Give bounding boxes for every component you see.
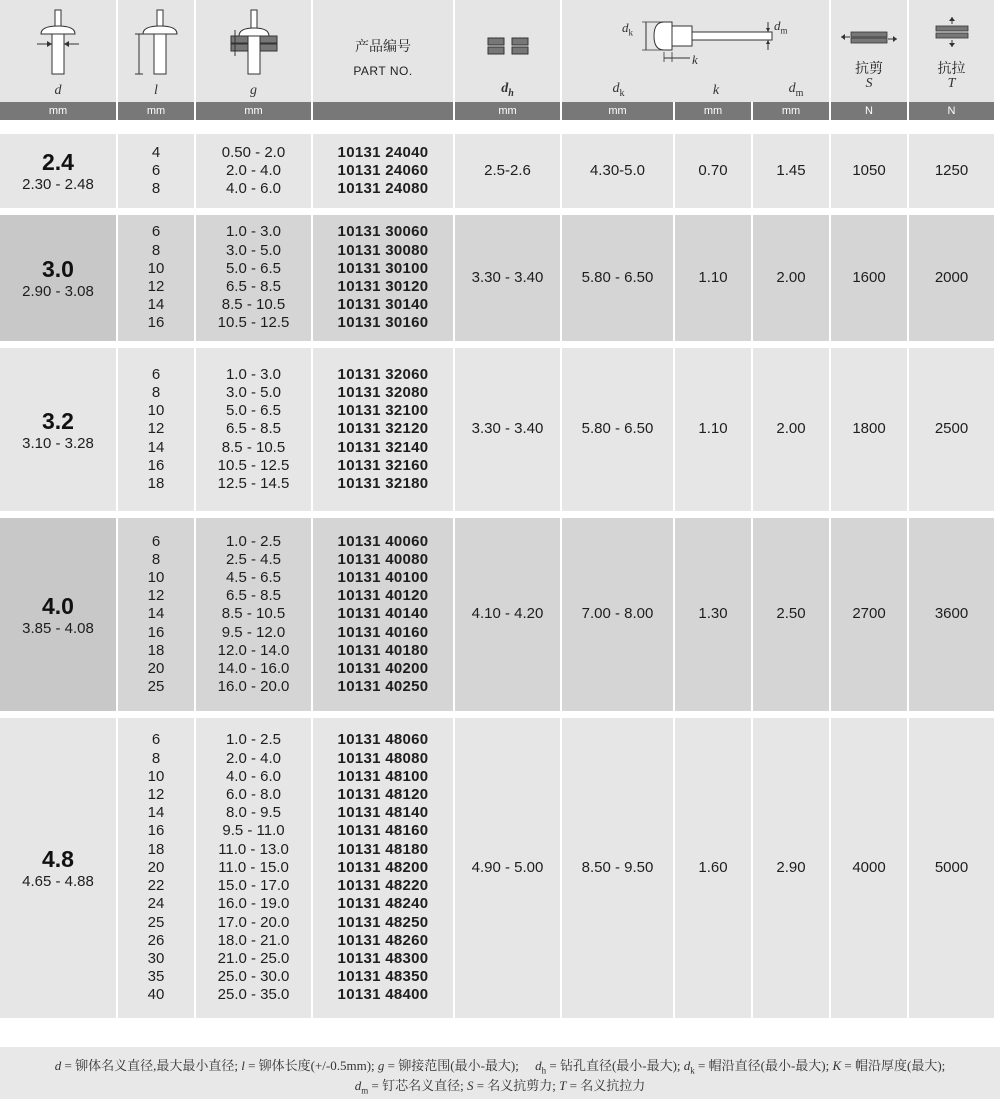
shear-value-cell — [831, 348, 909, 511]
tensile-value: 2000 — [934, 268, 969, 286]
k-value-cell — [675, 348, 753, 511]
grip-value: 1.0 - 3.0 — [225, 365, 282, 383]
d-nominal: 3.0 — [42, 256, 74, 282]
length-value: 8 — [151, 749, 161, 767]
dm-value-cell — [753, 215, 831, 341]
shear-value: 1800 — [852, 420, 886, 438]
length-value: 12 — [147, 786, 165, 804]
legend-symbol: d — [354, 1078, 362, 1093]
legend-symbol: S — [466, 1078, 474, 1093]
legend-text: = 帽沿厚度(最大); — [841, 1058, 946, 1073]
dm-value-cell — [753, 718, 831, 1018]
length-value: 22 — [147, 877, 165, 895]
length-value: 10 — [147, 568, 165, 586]
header-tensile — [909, 0, 994, 102]
rivet-diameter-cell — [0, 348, 118, 511]
grips-cell — [196, 718, 313, 1018]
header-g — [196, 0, 313, 102]
grip-value: 2.5 - 4.5 — [225, 550, 282, 568]
legend-symbol-sub: h — [541, 1065, 547, 1076]
length-value: 18 — [147, 475, 165, 492]
shear-value-cell — [831, 134, 909, 208]
unit-cell: mm — [675, 102, 753, 120]
rivet-diameter-cell — [0, 215, 118, 341]
group-gap-cell — [0, 341, 994, 348]
grip-value: 0.50 - 2.0 — [221, 143, 286, 161]
length-value: 16 — [147, 822, 165, 840]
unit-cell: mm — [753, 102, 831, 120]
legend-line-1 — [0, 1055, 1000, 1076]
part-number: 10131 32140 — [337, 438, 429, 456]
unit-cell: mm — [455, 102, 562, 120]
part-number: 10131 48240 — [337, 895, 429, 913]
unit-cell: mm — [0, 102, 118, 120]
part-number: 10131 48220 — [337, 877, 429, 895]
header-tensile-cn: 抗拉 — [937, 60, 966, 76]
length-value: 8 — [151, 550, 161, 568]
shear-value-cell — [831, 518, 909, 711]
length-value: 16 — [147, 456, 165, 474]
grip-value: 12.0 - 14.0 — [217, 641, 290, 659]
k-value: 0.70 — [698, 161, 728, 179]
shear-value: 1600 — [852, 268, 886, 286]
part-number: 10131 48260 — [337, 931, 429, 949]
legend-line-2 — [0, 1075, 1000, 1096]
tensile-value-cell — [909, 718, 994, 1018]
length-value: 25 — [147, 913, 165, 931]
lengths-cell — [118, 718, 196, 1018]
header-d — [0, 0, 118, 102]
k-value: 1.60 — [698, 858, 728, 876]
unit-cell: mm — [118, 102, 196, 120]
length-value: 20 — [147, 660, 165, 677]
header-g-symbol: g — [250, 83, 257, 98]
group-gap — [0, 208, 994, 215]
shear-value: 4000 — [852, 858, 886, 876]
part-number: 10131 40120 — [337, 587, 429, 605]
grip-value: 12.5 - 14.5 — [217, 475, 290, 492]
dm-value: 1.45 — [776, 161, 806, 179]
length-value: 18 — [147, 641, 165, 659]
k-value-cell — [675, 134, 753, 208]
legend-footer — [0, 1047, 1000, 1099]
part-no-en-label: PART NO. — [353, 64, 413, 78]
legend-text: = 名义抗剪力; — [473, 1078, 560, 1093]
part-number: 10131 48200 — [337, 858, 429, 876]
group-gap — [0, 120, 994, 134]
header-tensile-symbol: T — [947, 76, 956, 91]
dk-value: 5.80 - 6.50 — [581, 420, 654, 438]
part-number: 10131 48080 — [337, 749, 429, 767]
grip-value: 11.0 - 15.0 — [218, 858, 289, 876]
part-number: 10131 32080 — [337, 383, 429, 401]
d-range: 2.30 - 2.48 — [22, 176, 94, 193]
length-value: 12 — [147, 278, 165, 295]
dk-value-cell — [562, 348, 675, 511]
parts-cell — [313, 134, 455, 208]
header-shear — [831, 0, 909, 102]
length-value: 8 — [151, 241, 161, 259]
legend-text: = 铆体名义直径,最大最小直径; — [61, 1058, 242, 1073]
length-value: 10 — [147, 767, 165, 785]
grip-value: 4.5 - 6.5 — [225, 568, 282, 586]
part-number: 10131 32180 — [337, 475, 429, 492]
part-number: 10131 48400 — [337, 986, 429, 1004]
header-dm-symbol: $d_m$ — [788, 81, 804, 99]
dh-value-cell — [455, 718, 562, 1018]
length-value: 14 — [147, 438, 165, 456]
dk-value: 5.80 - 6.50 — [581, 268, 654, 286]
group-gap-cell — [0, 208, 994, 215]
dh-value: 4.10 - 4.20 — [471, 605, 544, 623]
grips-cell — [196, 518, 313, 711]
length-value: 10 — [147, 259, 165, 277]
part-number: 10131 30140 — [337, 296, 429, 314]
part-number: 10131 24060 — [337, 161, 429, 179]
rivet-diameter-cell — [0, 134, 118, 208]
grip-value: 5.0 - 6.5 — [225, 259, 282, 277]
grip-value: 6.5 - 8.5 — [225, 587, 282, 605]
grip-value: 17.0 - 20.0 — [217, 913, 290, 931]
dk-value-cell — [562, 134, 675, 208]
dh-value-cell — [455, 215, 562, 341]
legend-text: = 帽沿直径(最小-最大); — [694, 1058, 833, 1073]
legend-symbol-sub: k — [690, 1065, 695, 1076]
length-value: 8 — [151, 383, 161, 401]
part-number: 10131 48250 — [337, 913, 429, 931]
k-value: 1.10 — [698, 268, 728, 286]
lengths-cell — [118, 134, 196, 208]
spec-group-row — [0, 348, 994, 511]
part-number: 10131 32160 — [337, 456, 429, 474]
tensile-value-cell — [909, 348, 994, 511]
length-value: 14 — [147, 605, 165, 623]
length-value: 6 — [151, 532, 161, 550]
part-number: 10131 40080 — [337, 550, 429, 568]
tensile-value-cell — [909, 215, 994, 341]
d-nominal: 4.0 — [42, 592, 74, 619]
header-l — [118, 0, 196, 102]
tensile-icon — [932, 16, 972, 48]
part-number: 10131 48160 — [337, 822, 429, 840]
part-number: 10131 30160 — [337, 314, 429, 332]
dm-value: 2.50 — [776, 605, 806, 623]
shear-icon — [839, 28, 899, 48]
legend-symbol: l — [241, 1058, 245, 1073]
grip-value: 4.0 - 6.0 — [225, 180, 282, 198]
grips-cell — [196, 215, 313, 341]
grip-value: 21.0 - 25.0 — [217, 949, 290, 967]
grip-value: 25.0 - 30.0 — [217, 968, 290, 986]
length-value: 18 — [147, 840, 165, 858]
parts-cell — [313, 215, 455, 341]
shear-value: 2700 — [852, 605, 886, 623]
grip-value: 10.5 - 12.5 — [217, 314, 290, 332]
grip-value: 16.0 - 19.0 — [217, 895, 290, 913]
part-number: 10131 30060 — [337, 223, 429, 241]
diagram-k-label: k — [692, 52, 698, 67]
legend-symbol: T — [559, 1078, 567, 1093]
header-row — [0, 0, 994, 102]
k-value-cell — [675, 215, 753, 341]
shear-value: 1050 — [852, 161, 886, 179]
units-row — [0, 102, 994, 120]
shear-value-cell — [831, 215, 909, 341]
grip-value: 8.5 - 10.5 — [221, 605, 286, 623]
legend-symbol: g — [377, 1058, 385, 1073]
group-gap-cell — [0, 711, 994, 718]
k-value: 1.10 — [698, 420, 728, 438]
length-value: 30 — [147, 949, 165, 967]
part-number: 10131 48180 — [337, 840, 429, 858]
part-number: 10131 48120 — [337, 786, 429, 804]
group-gap — [0, 341, 994, 348]
length-value: 35 — [147, 968, 165, 986]
header-part-no — [313, 0, 455, 102]
dh-value: 3.30 - 3.40 — [471, 268, 544, 286]
length-value: 14 — [147, 296, 165, 314]
part-number: 10131 30080 — [337, 241, 429, 259]
tensile-value-cell — [909, 134, 994, 208]
spec-group-row — [0, 718, 994, 1018]
spec-group-row — [0, 518, 994, 711]
k-value: 1.30 — [698, 605, 728, 623]
part-number: 10131 48060 — [337, 731, 429, 749]
grip-value: 18.0 - 21.0 — [217, 931, 290, 949]
part-number: 10131 48140 — [337, 804, 429, 822]
grip-value: 6.5 - 8.5 — [225, 420, 282, 438]
parts-cell — [313, 718, 455, 1018]
grip-value: 25.0 - 35.0 — [217, 986, 290, 1004]
length-value: 24 — [147, 895, 165, 913]
tensile-value-cell — [909, 518, 994, 711]
grip-range-icon — [227, 8, 281, 76]
length-value: 16 — [147, 314, 165, 332]
d-range: 4.65 - 4.88 — [22, 873, 94, 890]
dm-value: 2.00 — [776, 420, 806, 438]
header-shear-cn: 抗剪 — [855, 60, 884, 76]
unit-cell: N — [831, 102, 909, 120]
part-number: 10131 24080 — [337, 180, 429, 198]
rivet-length-icon — [131, 8, 181, 76]
header-rivet-dimension-diagram — [562, 0, 831, 102]
length-value: 20 — [147, 858, 165, 876]
part-number: 10131 30120 — [337, 278, 429, 295]
part-number: 10131 40160 — [337, 623, 429, 641]
grip-value: 15.0 - 17.0 — [217, 877, 290, 895]
tensile-value: 3600 — [934, 605, 969, 623]
grip-value: 14.0 - 16.0 — [217, 660, 290, 677]
dm-value-cell — [753, 348, 831, 511]
dk-value: 4.30-5.0 — [589, 161, 646, 179]
group-gap-cell — [0, 511, 994, 518]
dh-value-cell — [455, 348, 562, 511]
header-l-symbol: l — [154, 83, 158, 98]
group-gap-cell — [0, 120, 994, 134]
d-nominal: 2.4 — [42, 149, 74, 175]
header-dh — [455, 0, 562, 102]
length-value: 16 — [147, 623, 165, 641]
grip-value: 5.0 - 6.5 — [225, 402, 282, 420]
part-number: 10131 40180 — [337, 641, 429, 659]
legend-text: = 名义抗拉力 — [566, 1078, 646, 1093]
length-value: 4 — [151, 143, 161, 161]
part-number: 10131 30100 — [337, 259, 429, 277]
part-number: 10131 32100 — [337, 402, 429, 420]
drill-hole-icon — [486, 34, 530, 58]
dm-value-cell — [753, 518, 831, 711]
grip-value: 1.0 - 3.0 — [225, 223, 282, 241]
rivet-diameter-cell — [0, 718, 118, 1018]
part-no-cn-label: 产品编号 — [355, 38, 411, 54]
grip-value: 2.0 - 4.0 — [225, 749, 282, 767]
spec-groups — [0, 120, 994, 1018]
dm-value: 2.90 — [776, 858, 806, 876]
d-range: 2.90 - 3.08 — [22, 283, 94, 300]
legend-symbol: K — [832, 1058, 842, 1073]
part-number: 10131 40200 — [337, 660, 429, 677]
length-value: 8 — [151, 180, 161, 198]
dk-value: 8.50 - 9.50 — [581, 858, 654, 876]
dk-value: 7.00 - 8.00 — [581, 605, 654, 623]
length-value: 14 — [147, 804, 165, 822]
diagram-dk-label: $d_k$ — [622, 20, 633, 38]
length-value: 6 — [151, 731, 161, 749]
part-number: 10131 48350 — [337, 968, 429, 986]
legend-symbol: d — [683, 1058, 691, 1073]
unit-cell: mm — [196, 102, 313, 120]
rivet-diameter-icon — [33, 8, 83, 76]
group-gap — [0, 511, 994, 518]
lengths-cell — [118, 518, 196, 711]
length-value: 26 — [147, 931, 165, 949]
d-range: 3.85 - 4.08 — [22, 619, 94, 637]
grip-value: 2.0 - 4.0 — [225, 161, 282, 179]
grip-value: 9.5 - 11.0 — [222, 822, 285, 840]
dm-value: 2.00 — [776, 268, 806, 286]
length-value: 12 — [147, 420, 165, 438]
length-value: 25 — [147, 678, 165, 696]
d-nominal: 3.2 — [42, 407, 74, 434]
grip-value: 6.5 - 8.5 — [225, 278, 282, 295]
header-shear-symbol: S — [865, 76, 873, 91]
unit-cell: mm — [562, 102, 675, 120]
length-value: 6 — [151, 365, 161, 383]
spec-group-row — [0, 215, 994, 341]
legend-symbol-sub: m — [361, 1085, 369, 1096]
lengths-cell — [118, 215, 196, 341]
dh-value: 3.30 - 3.40 — [471, 420, 544, 438]
part-number: 10131 40250 — [337, 678, 429, 696]
header-d-symbol: d — [54, 83, 62, 98]
grip-value: 9.5 - 12.0 — [221, 623, 286, 641]
length-value: 40 — [147, 986, 165, 1004]
length-value: 6 — [151, 223, 161, 241]
part-number: 10131 32120 — [337, 420, 429, 438]
tensile-value: 5000 — [934, 858, 969, 876]
dk-value-cell — [562, 518, 675, 711]
group-gap — [0, 711, 994, 718]
k-value-cell — [675, 518, 753, 711]
dh-value: 2.5-2.6 — [484, 161, 531, 179]
grip-value: 16.0 - 20.0 — [217, 678, 290, 696]
legend-text: = 钻孔直径(最小-最大); — [546, 1058, 684, 1073]
header-dh-symbol: $d_h$ — [501, 81, 514, 99]
length-value: 6 — [151, 161, 161, 179]
length-value: 10 — [147, 402, 165, 420]
dh-value-cell — [455, 518, 562, 711]
part-number: 10131 40060 — [337, 532, 429, 550]
rivet-profile-icon — [620, 12, 780, 72]
header-k-symbol: k — [712, 83, 720, 98]
unit-cell: N — [909, 102, 994, 120]
dm-value-cell — [753, 134, 831, 208]
part-number: 10131 48100 — [337, 767, 429, 785]
header-dk-symbol: $d_k$ — [612, 81, 625, 99]
part-number: 10131 32060 — [337, 365, 429, 383]
grip-value: 4.0 - 6.0 — [225, 767, 282, 785]
legend-text: = 铆接范围(最小-最大); — [384, 1058, 536, 1073]
part-number: 10131 40100 — [337, 568, 429, 586]
parts-cell — [313, 518, 455, 711]
diagram-dm-label: $d_m$ — [774, 18, 788, 36]
part-number: 10131 40140 — [337, 605, 429, 623]
dh-value-cell — [455, 134, 562, 208]
spec-group-row — [0, 134, 994, 208]
d-nominal: 4.8 — [42, 846, 74, 872]
parts-cell — [313, 348, 455, 511]
tensile-value: 2500 — [934, 420, 969, 438]
part-number: 10131 48300 — [337, 949, 429, 967]
legend-symbol: d — [535, 1058, 542, 1073]
rivet-diameter-cell — [0, 518, 118, 711]
length-value: 12 — [147, 587, 165, 605]
legend-text: = 钉芯名义直径; — [368, 1078, 467, 1093]
legend-symbol: d — [54, 1058, 62, 1073]
d-range: 3.10 - 3.28 — [22, 434, 94, 452]
grip-value: 6.0 - 8.0 — [225, 786, 282, 804]
grip-value: 8.5 - 10.5 — [221, 438, 286, 456]
unit-cell — [313, 102, 455, 120]
grip-value: 11.0 - 13.0 — [218, 840, 289, 858]
legend-text: = 铆体长度(+/-0.5mm); — [244, 1058, 378, 1073]
grip-value: 8.5 - 10.5 — [221, 296, 286, 314]
grips-cell — [196, 348, 313, 511]
grip-value: 1.0 - 2.5 — [225, 532, 282, 550]
shear-value-cell — [831, 718, 909, 1018]
grips-cell — [196, 134, 313, 208]
grip-value: 3.0 - 5.0 — [225, 241, 282, 259]
dk-value-cell — [562, 718, 675, 1018]
dk-value-cell — [562, 215, 675, 341]
part-number: 10131 24040 — [337, 143, 429, 161]
grip-value: 3.0 - 5.0 — [225, 383, 282, 401]
lengths-cell — [118, 348, 196, 511]
grip-value: 10.5 - 12.5 — [217, 456, 290, 474]
k-value-cell — [675, 718, 753, 1018]
dh-value: 4.90 - 5.00 — [471, 858, 544, 876]
tensile-value: 1250 — [934, 161, 969, 179]
grip-value: 8.0 - 9.5 — [225, 804, 282, 822]
grip-value: 1.0 - 2.5 — [225, 731, 282, 749]
